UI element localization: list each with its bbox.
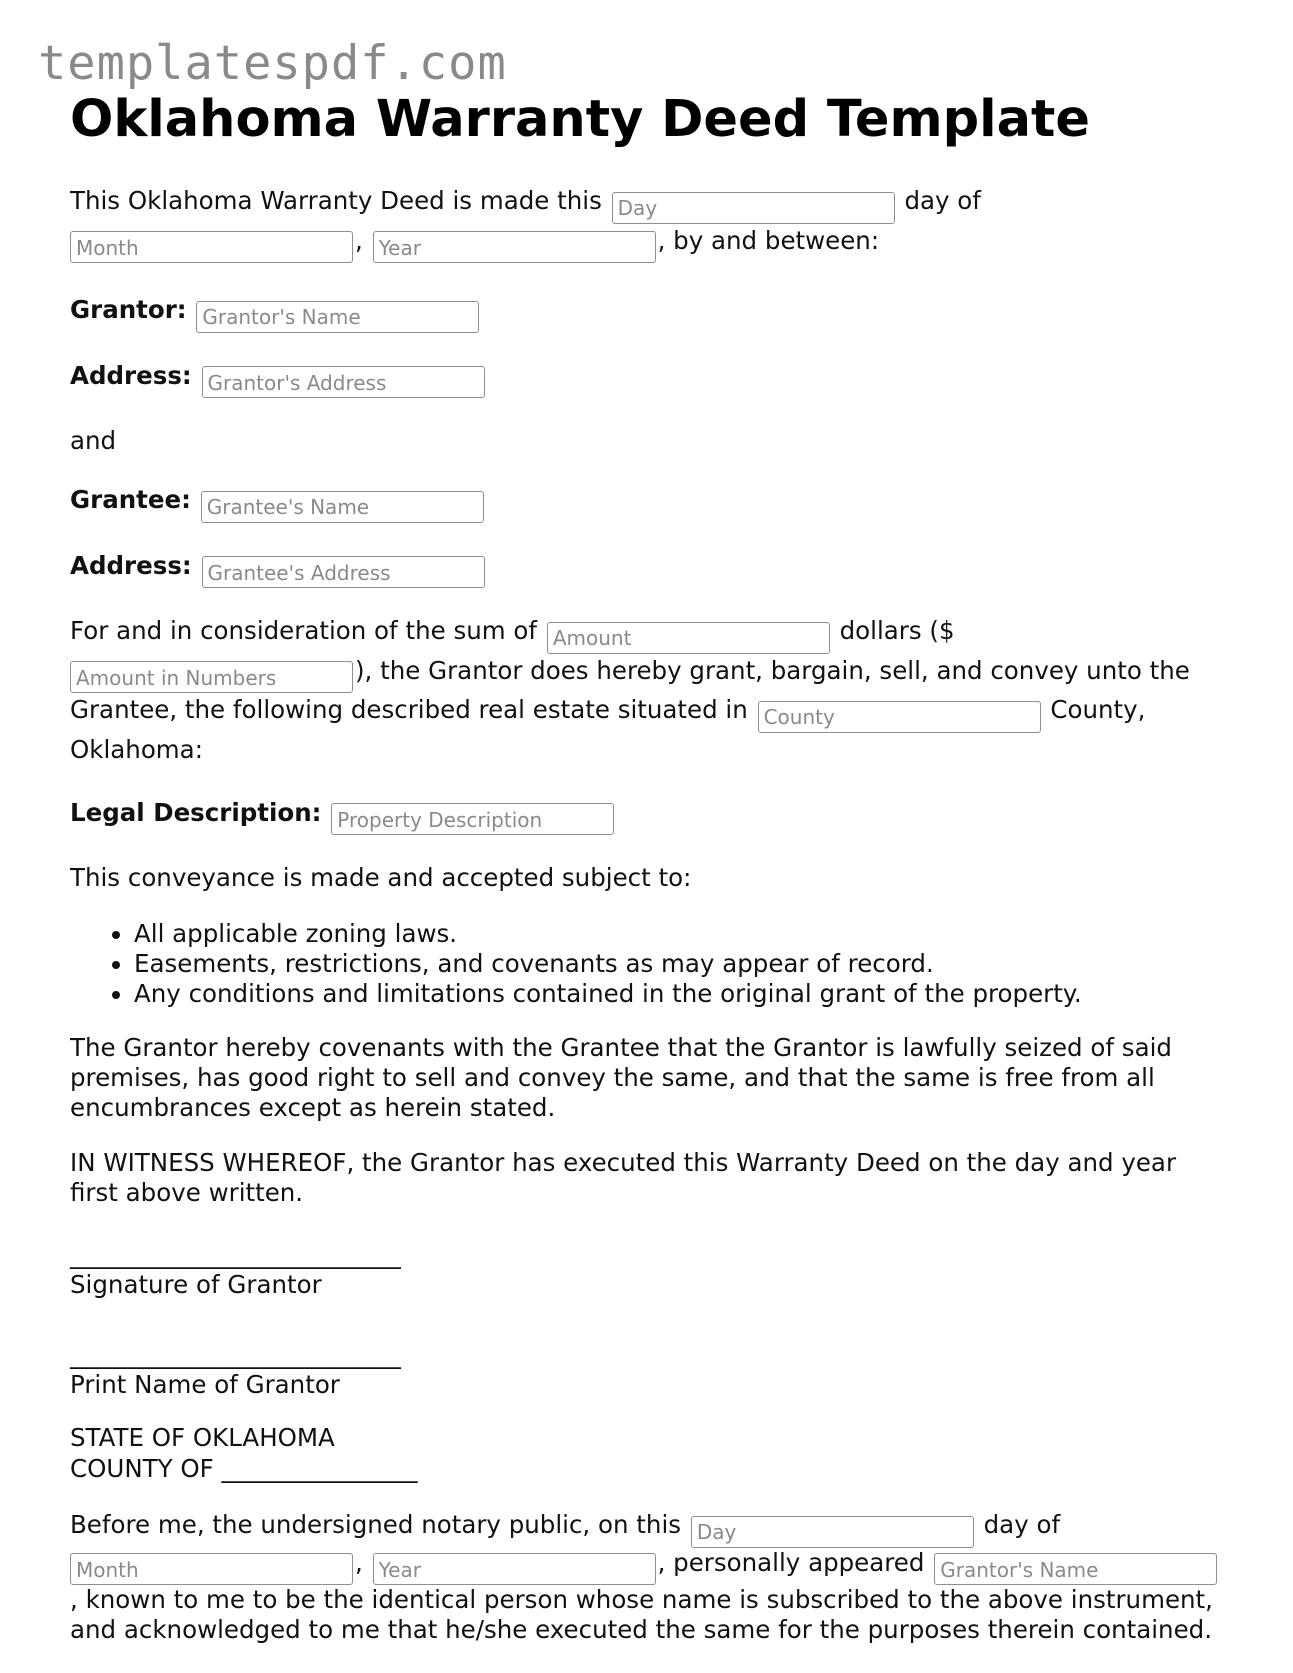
- grantee-name-row: [70, 483, 1230, 523]
- grantor-name-input[interactable]: [196, 301, 479, 333]
- notary-state: STATE OF OKLAHOMA: [70, 1423, 335, 1452]
- notary-county: COUNTY OF ________________: [70, 1454, 418, 1483]
- notary-day-of-text: day of: [983, 1510, 1061, 1539]
- grantor-label: Grantor:: [70, 295, 187, 324]
- signature-block: [70, 1240, 1230, 1300]
- grantee-label: Grantee:: [70, 485, 191, 514]
- signature-line: ___________________________: [70, 1240, 401, 1269]
- deed-month-input[interactable]: [70, 231, 353, 263]
- notary-paragraph: [70, 1510, 1230, 1645]
- county-input[interactable]: [758, 701, 1041, 733]
- notary-day-input[interactable]: [691, 1516, 974, 1548]
- consideration-paragraph: [70, 614, 1230, 766]
- notary-grantor-name-input[interactable]: [934, 1553, 1217, 1585]
- print-name-label: Print Name of Grantor: [70, 1370, 340, 1399]
- notary-month-input[interactable]: [70, 1553, 353, 1585]
- grantee-address-label: Address:: [70, 550, 192, 580]
- witness-paragraph: IN WITNESS WHEREOF, the Grantor has executed this Warranty Deed on the day and year first above written.: [70, 1148, 1177, 1207]
- acknowledgement-text: , known to me to be the identical person whose name is subscribed to the above instrument, and acknowledged to me that he/she executed the same for the purposes therein contained.: [70, 1585, 1213, 1644]
- and-text: and: [70, 426, 117, 455]
- county-oklahoma-text: County, Oklahoma:: [70, 695, 1146, 764]
- appeared-text: , personally appeared: [657, 1547, 925, 1577]
- grantor-name-row: [70, 293, 1230, 333]
- grantee-address-input[interactable]: [202, 556, 485, 588]
- conditions-list: [70, 919, 1230, 1009]
- list-item: • Any conditions and limitations contained in the original grant of the property.: [134, 979, 1230, 1009]
- list-item: • All applicable zoning laws.: [134, 919, 1230, 949]
- notary-year-input[interactable]: [373, 1553, 656, 1585]
- intro-text: This Oklahoma Warranty Deed is made this: [70, 186, 602, 215]
- legal-description-label: Legal Description:: [70, 797, 322, 827]
- intro-between-text: , by and between:: [657, 225, 880, 255]
- amount-input[interactable]: [547, 622, 830, 654]
- dollars-text: dollars ($: [839, 616, 955, 645]
- watermark: templatespdf.com: [38, 36, 507, 91]
- grantor-address-input[interactable]: [202, 366, 485, 398]
- grantor-address-row: [70, 359, 1230, 399]
- print-name-block: [70, 1340, 1230, 1400]
- notary-comma: ,: [355, 1547, 363, 1577]
- legal-description-row: [70, 796, 1230, 836]
- grantee-address-row: [70, 549, 1230, 589]
- grantee-name-input[interactable]: [201, 491, 484, 523]
- signature-label: Signature of Grantor: [70, 1270, 322, 1299]
- grantor-address-label: Address:: [70, 360, 192, 390]
- page-title: Oklahoma Warranty Deed Template: [70, 90, 1090, 149]
- subject-text: This conveyance is made and accepted subject to:: [70, 863, 692, 892]
- grant-text: ), the Grantor does hereby grant, bargain, sell, and convey unto the Grantee, the following described real estate situated in: [70, 655, 1190, 724]
- amount-numbers-input[interactable]: [70, 661, 353, 693]
- intro-paragraph: [70, 184, 1230, 263]
- notary-text: Before me, the undersigned notary public, on this: [70, 1510, 682, 1539]
- deed-day-input[interactable]: [612, 192, 895, 224]
- covenant-paragraph: The Grantor hereby covenants with the Grantee that the Grantor is lawfully seized of said premises, has good right to sell and convey the same, and that the same is free from all encumbrances except as herein stated.: [70, 1033, 1172, 1122]
- intro-comma: ,: [355, 225, 363, 255]
- list-item: • Easements, restrictions, and covenants as may appear of record.: [134, 949, 1230, 979]
- deed-year-input[interactable]: [373, 231, 656, 263]
- intro-day-of-text: day of: [904, 186, 981, 215]
- notary-state-block: [70, 1422, 1230, 1484]
- property-description-input[interactable]: [331, 803, 614, 835]
- print-name-line: ___________________________: [70, 1340, 401, 1369]
- consideration-text: For and in consideration of the sum of: [70, 616, 538, 645]
- document-page: [70, 86, 1230, 1670]
